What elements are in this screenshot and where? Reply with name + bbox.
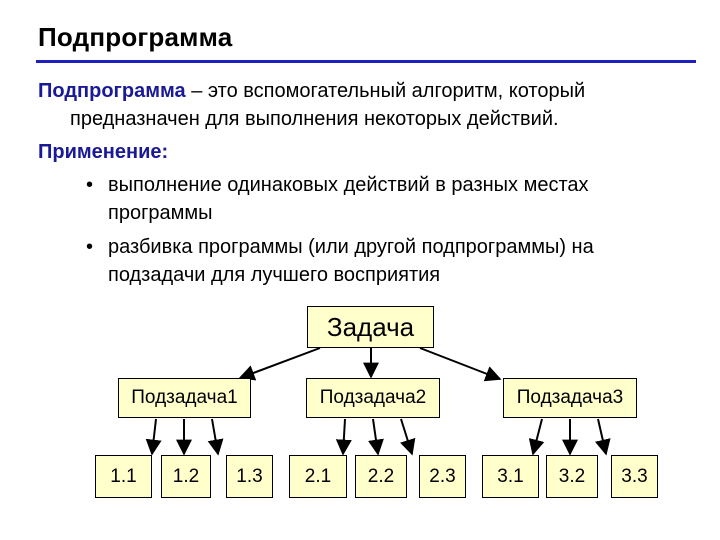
leaf-task-box: 1.1	[95, 455, 152, 498]
leaf-task-box: 3.1	[482, 455, 539, 498]
arrow-root-to-subtask-3	[420, 348, 500, 379]
subtask-box: Подзадача2	[306, 378, 440, 418]
arrow-subtask-2-to-leaf-3	[401, 419, 412, 454]
arrow-subtask-2-to-leaf-2	[373, 419, 378, 454]
arrow-root-to-subtask-1	[240, 348, 320, 378]
arrow-subtask-1-to-leaf-1	[152, 419, 156, 454]
arrow-subtask-2-to-leaf-1	[343, 419, 345, 454]
leaf-task-box: 2.2	[355, 455, 407, 498]
definition-line-2: предназначен для выполнения некоторых действий.	[70, 108, 559, 130]
arrow-subtask-3-to-leaf-3	[598, 419, 606, 454]
leaf-task-box: 2.1	[289, 455, 347, 498]
definition-text-1: – это вспомогательный алгоритм, который	[185, 80, 586, 102]
definition-term: Подпрограмма	[38, 80, 186, 102]
arrow-subtask-3-to-leaf-1	[533, 419, 542, 454]
subtask-box: Подзадача3	[503, 378, 637, 418]
slide-title: Подпрограмма	[38, 22, 233, 52]
bullet-marker: •	[86, 236, 94, 258]
arrow-subtask-1-to-leaf-3	[212, 419, 218, 454]
leaf-task-box: 1.3	[226, 455, 273, 498]
leaf-task-box: 3.3	[611, 455, 658, 498]
bullet-1-line-2: программы	[108, 202, 213, 224]
leaf-task-box: 1.2	[161, 455, 211, 498]
application-heading: Применение:	[38, 141, 169, 163]
bullet-1-line-1: выполнение одинаковых действий в разных местах	[108, 174, 589, 196]
subtask-box: Подзадача1	[118, 378, 251, 418]
leaf-task-box: 2.3	[419, 455, 466, 498]
bullet-2-line-1: разбивка программы (или другой подпрограммы) на	[108, 236, 594, 258]
leaf-task-box: 3.2	[546, 455, 598, 498]
root-task-box: Задача	[307, 306, 434, 348]
bullet-2-line-2: подзадачи для лучшего восприятия	[108, 264, 441, 286]
bullet-marker: •	[86, 174, 94, 196]
